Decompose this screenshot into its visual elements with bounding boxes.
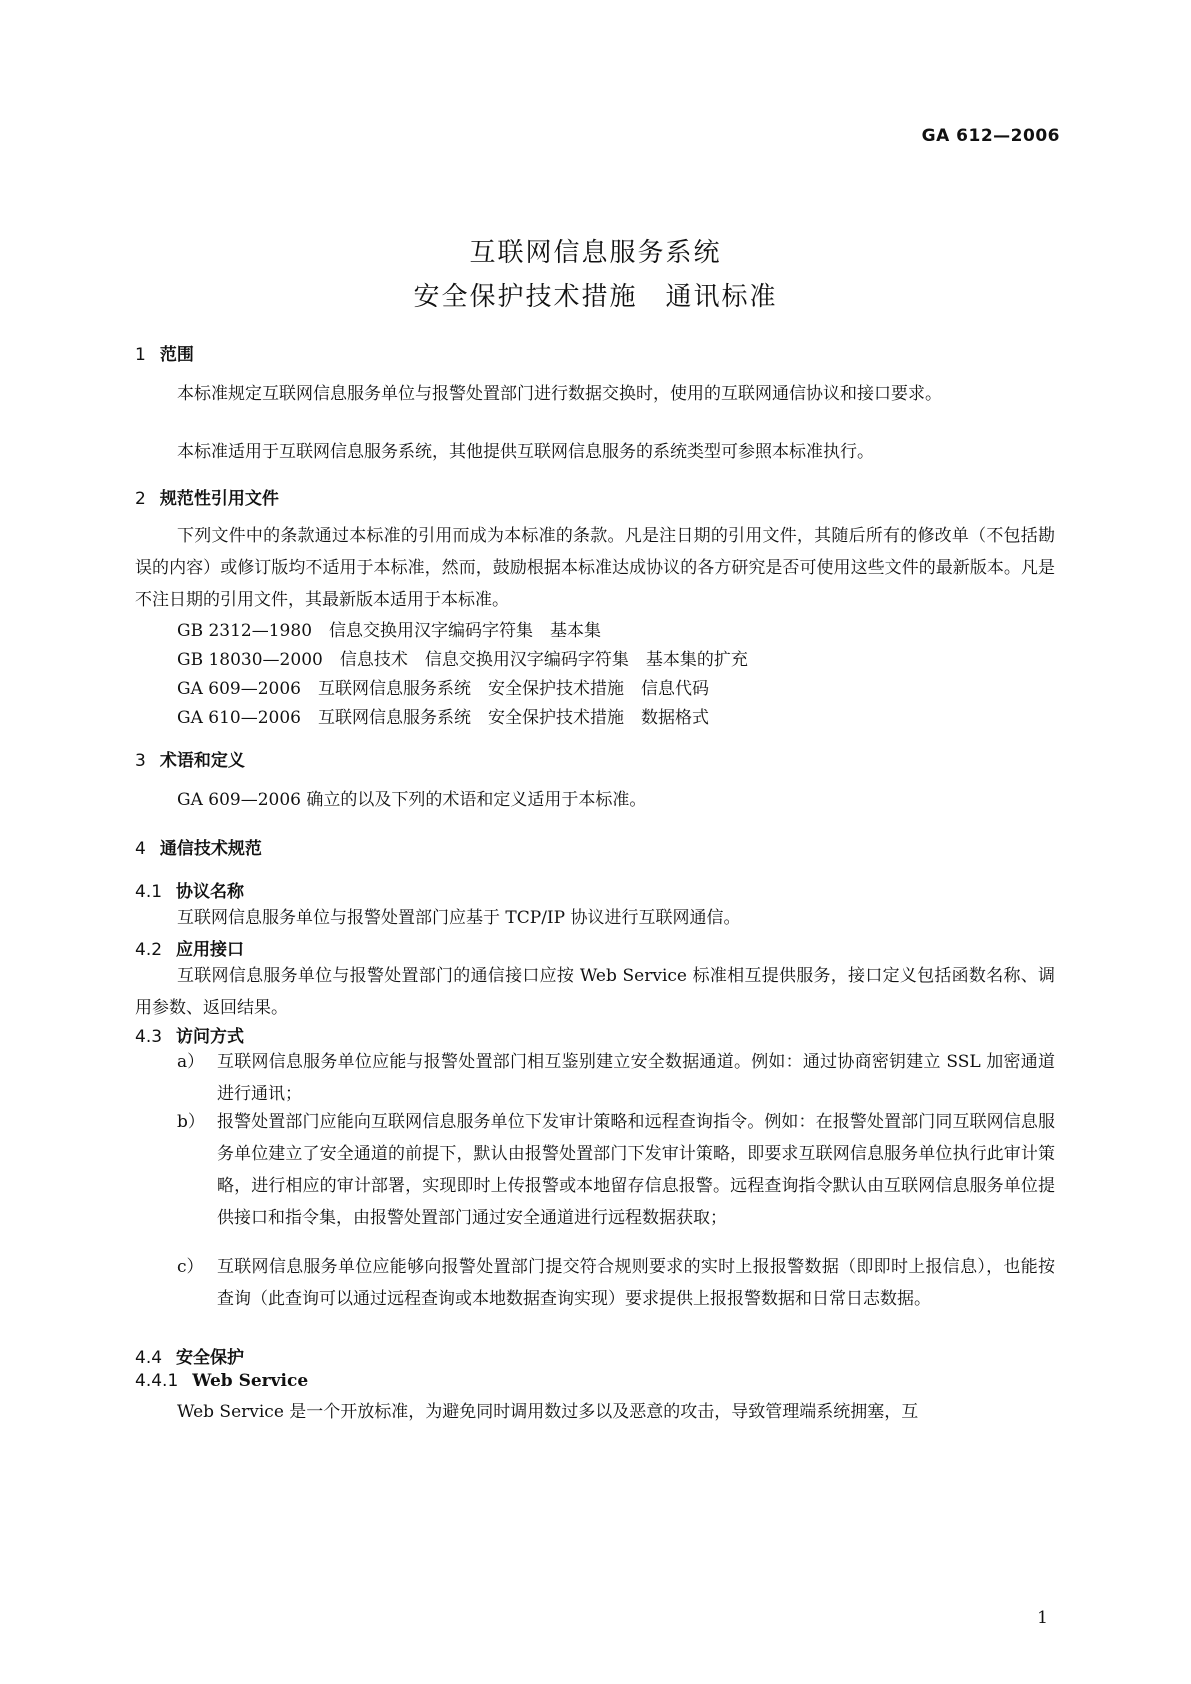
section-title: 通信技术规范 xyxy=(159,839,262,859)
section-number: 4.2 xyxy=(135,940,163,960)
section-1-heading xyxy=(135,340,194,365)
list-marker: c） xyxy=(177,1257,204,1277)
section-number: 4.3 xyxy=(135,1027,163,1047)
list-item-text: 报警处置部门应能向互联网信息服务单位下发审计策略和远程查询指令。例如：在报警处置部门同互联网信息服务单位建立了安全通道的前提下，默认由报警处置部门下发审计策略，即要求互联网信息服务单位执行此审计策略，进行相应的审计部署，实现即时上传报警或本地留存信息报警。远程查询指令默认由互联网信息服务单位提供接口和指令集，由报警处置部门通过安全通道进行远程数据获取； xyxy=(217,1112,1055,1228)
reference-item: GB 2312—1980 信息交换用汉字编码字符集 基本集 xyxy=(177,621,602,641)
list-item-text: 互联网信息服务单位应能够向报警处置部门提交符合规则要求的实时上报报警数据（即即时上报信息），也能按查询（此查询可以通过远程查询或本地数据查询实现）要求提供上报报警数据和日常日志数据。 xyxy=(217,1257,1055,1309)
section-2-paragraph-1: 下列文件中的条款通过本标准的引用而成为本标准的条款。凡是注日期的引用文件，其随后所有的修改单（不包括勘误的内容）或修订版均不适用于本标准，然而，鼓励根据本标准达成协议的各方研究是否可使用这些文件的最新版本。凡是不注日期的引用文件，其最新版本适用于本标准。 xyxy=(135,526,1055,610)
document-title-line-2: 安全保护技术措施 通讯标准 xyxy=(413,282,778,312)
section-number: 1 xyxy=(135,345,146,365)
section-1-paragraph-1: 本标准规定互联网信息服务单位与报警处置部门进行数据交换时，使用的互联网通信协议和接口要求。 xyxy=(177,384,942,404)
section-title: 协议名称 xyxy=(176,882,245,902)
section-3-heading xyxy=(135,746,245,771)
section-4-3-heading xyxy=(135,1022,244,1047)
section-4-heading xyxy=(135,834,262,859)
section-3-paragraph-1: GA 609—2006 确立的以及下列的术语和定义适用于本标准。 xyxy=(177,790,647,810)
list-item-c xyxy=(177,1251,1055,1315)
section-number: 3 xyxy=(135,751,146,771)
section-number: 4.4.1 xyxy=(135,1371,179,1391)
section-number: 2 xyxy=(135,489,146,509)
document-title-line-1: 互联网信息服务系统 xyxy=(469,238,722,268)
section-4-4-1-paragraph: Web Service 是一个开放标准，为避免同时调用数过多以及恶意的攻击，导致管理端系统拥塞，互 xyxy=(177,1402,919,1422)
section-number: 4.1 xyxy=(135,882,163,902)
reference-item: GA 609—2006 互联网信息服务系统 安全保护技术措施 信息代码 xyxy=(177,679,709,699)
section-title: 安全保护 xyxy=(176,1348,245,1368)
section-title: 规范性引用文件 xyxy=(159,489,279,509)
section-number: 4.4 xyxy=(135,1348,163,1368)
reference-item: GA 610—2006 互联网信息服务系统 安全保护技术措施 数据格式 xyxy=(177,708,709,728)
section-title: 应用接口 xyxy=(176,940,245,960)
list-item-b xyxy=(177,1106,1055,1234)
list-item-a xyxy=(177,1046,1055,1110)
list-marker: b） xyxy=(177,1112,205,1132)
section-4-1-paragraph: 互联网信息服务单位与报警处置部门应基于 TCP/IP 协议进行互联网通信。 xyxy=(177,908,741,928)
section-4-4-heading xyxy=(135,1343,244,1368)
section-1-paragraph-2: 本标准适用于互联网信息服务系统，其他提供互联网信息服务的系统类型可参照本标准执行。 xyxy=(177,442,874,462)
list-item-text: 互联网信息服务单位应能与报警处置部门相互鉴别建立安全数据通道。例如：通过协商密钥建立 SSL 加密通道进行通讯； xyxy=(217,1052,1055,1104)
section-2-heading xyxy=(135,484,279,509)
section-4-1-heading xyxy=(135,877,244,902)
section-title: 访问方式 xyxy=(176,1027,245,1047)
list-marker: a） xyxy=(177,1052,205,1072)
section-title: 术语和定义 xyxy=(159,751,245,771)
section-number: 4 xyxy=(135,839,146,859)
section-title: Web Service xyxy=(192,1371,309,1391)
section-4-2-heading xyxy=(135,935,244,960)
section-4-2-paragraph: 互联网信息服务单位与报警处置部门的通信接口应按 Web Service 标准相互提供服务，接口定义包括函数名称、调用参数、返回结果。 xyxy=(135,966,1055,1018)
reference-item: GB 18030—2000 信息技术 信息交换用汉字编码字符集 基本集的扩充 xyxy=(177,650,748,670)
standard-number: GA 612—2006 xyxy=(921,126,1060,146)
section-title: 范围 xyxy=(159,345,194,365)
page-number: 1 xyxy=(1037,1608,1048,1628)
section-4-4-1-heading xyxy=(135,1371,308,1391)
